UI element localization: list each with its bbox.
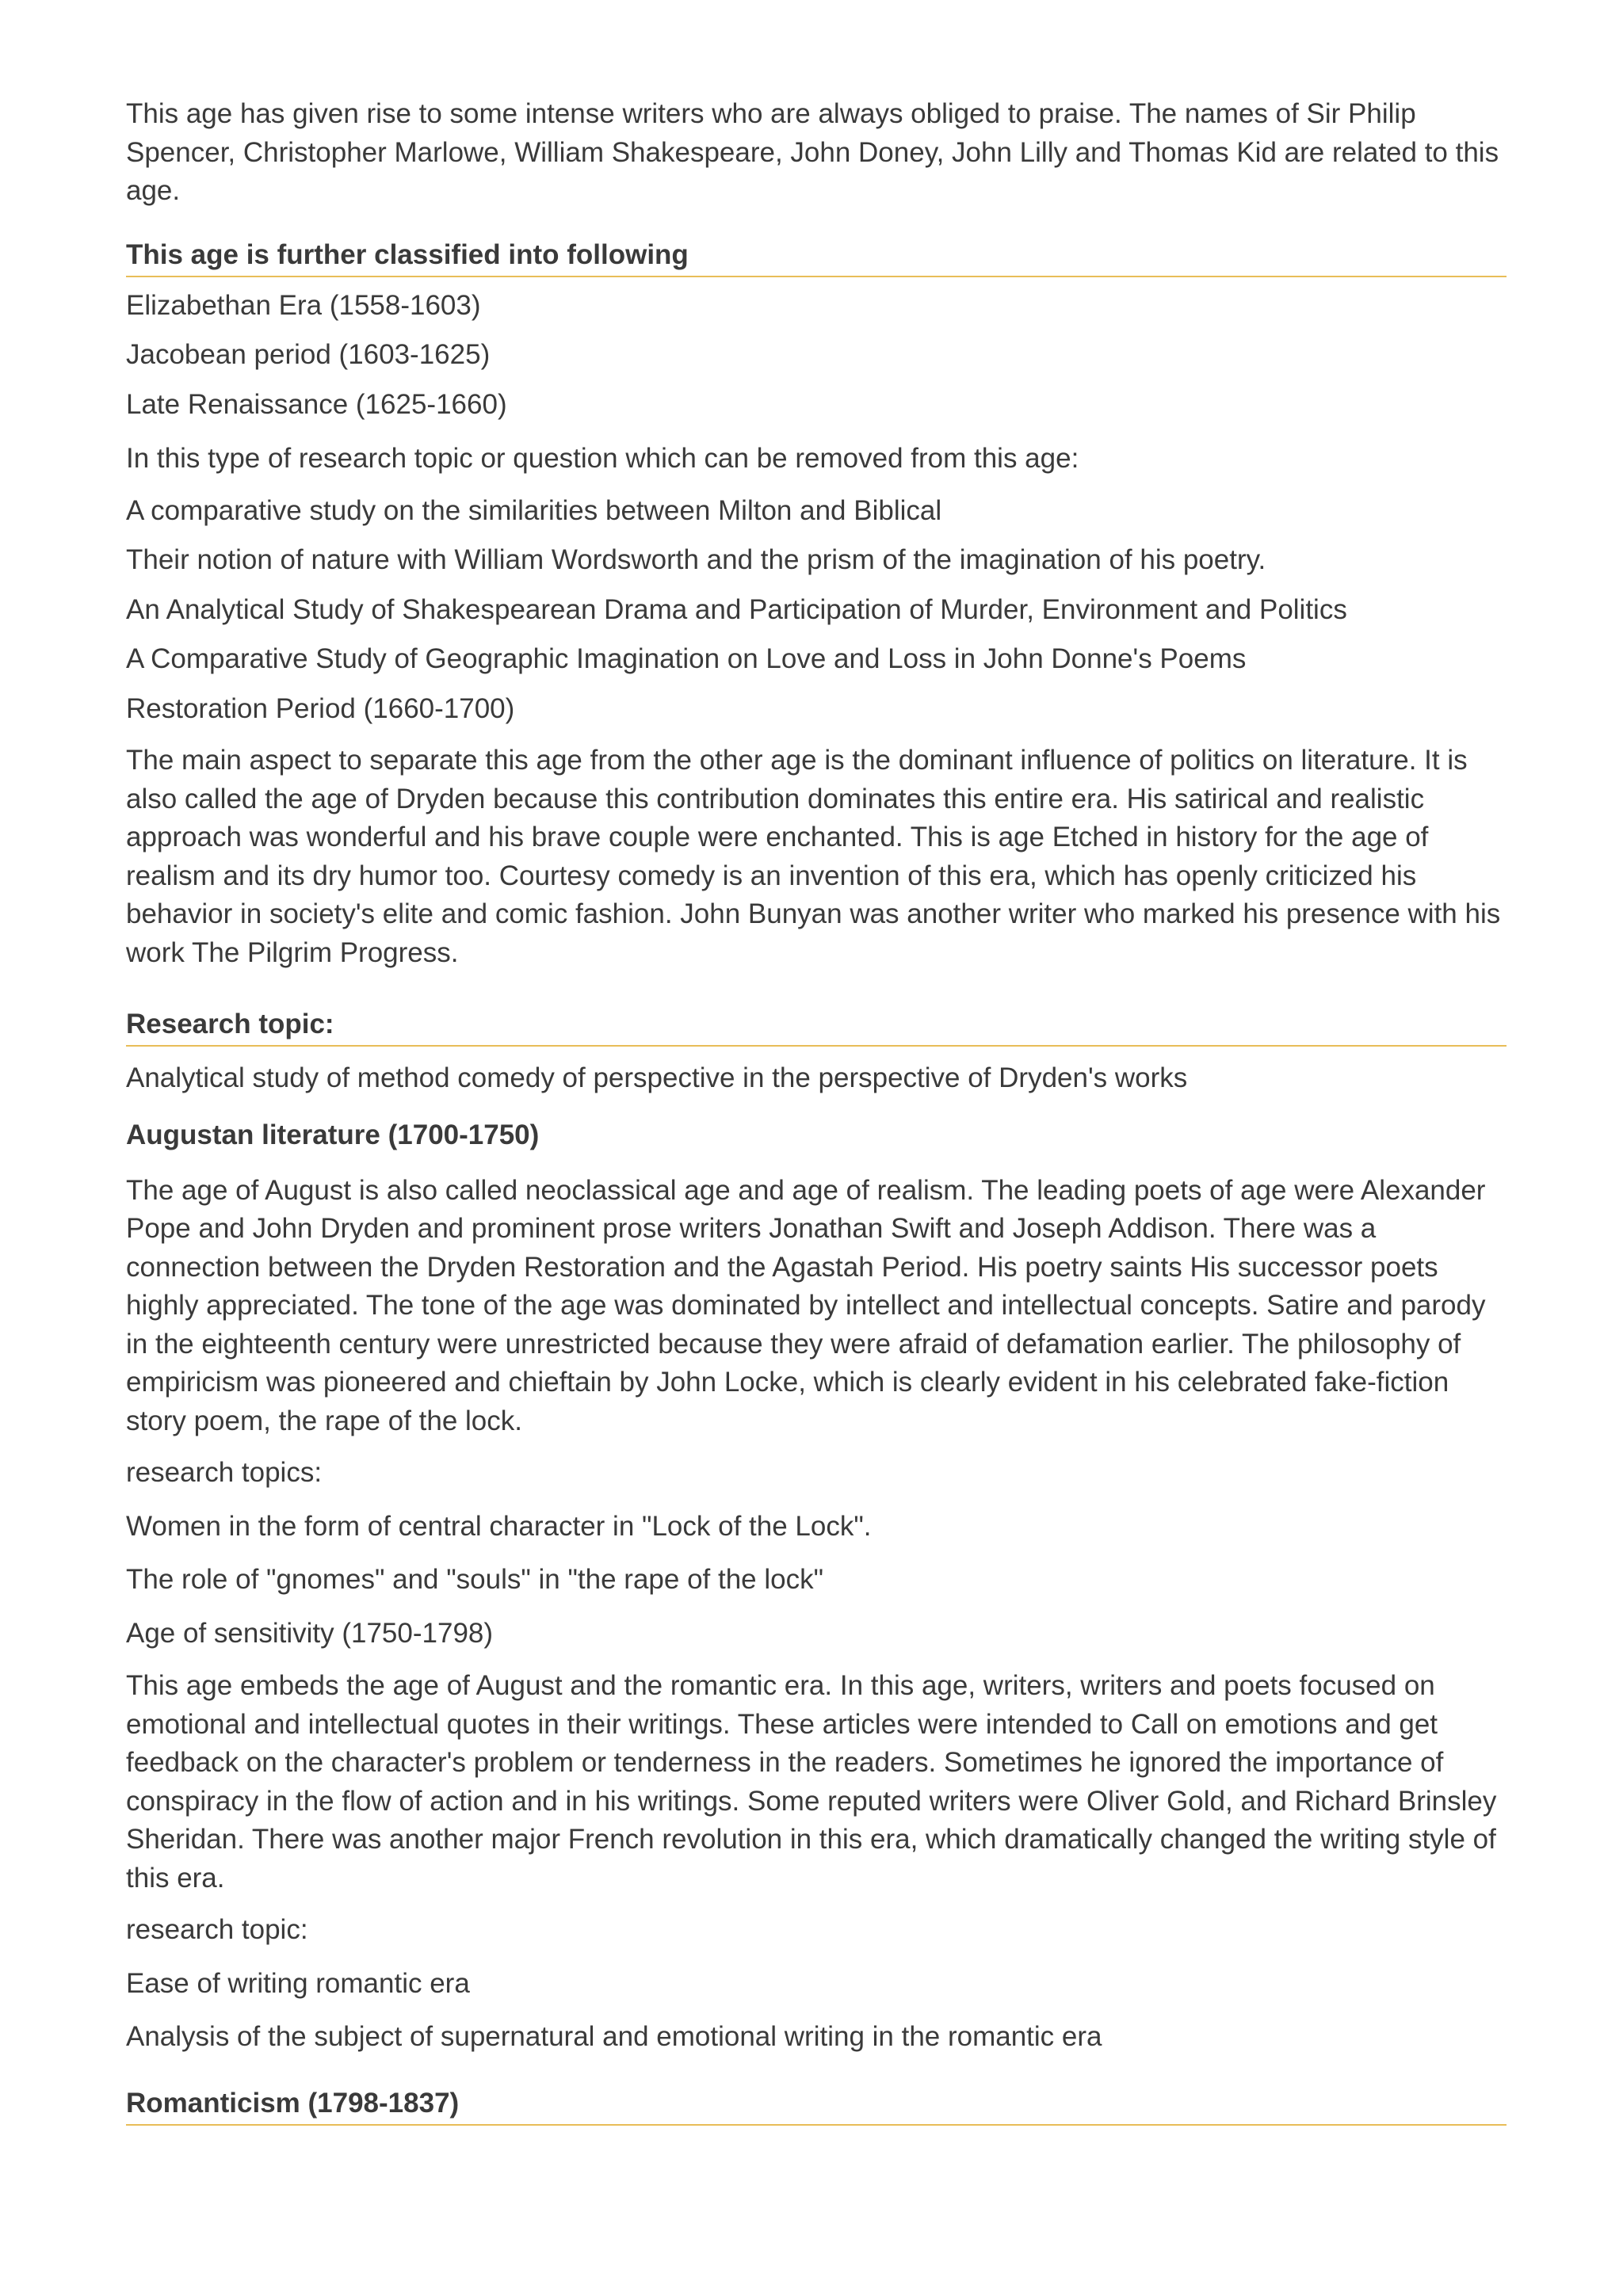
heading-divider: [126, 1045, 1507, 1047]
era-item: Jacobean period (1603-1625): [126, 339, 491, 370]
topic-item: Ease of writing romantic era: [126, 1967, 470, 1999]
topics-intro: In this type of research topic or question which can be removed from this age:: [126, 443, 1079, 474]
research-topics-label: research topics:: [126, 1457, 323, 1488]
restoration-paragraph: The main aspect to separate this age from the other age is the dominant influence of politics on literature. It is also called the age of Dryden because this contribution dominates this entire era. His satirical and realistic approach was wonderful and his brave couple were enchanted. This is age Etched in history for the age of realism and its dry humor too. Courtesy comedy is an invention of this era, which has openly criticized his behavior in society's elite and comic fashion. John Bunyan was another writer who marked his presence with his work The Pilgrim Progress.: [126, 745, 1501, 968]
heading-divider: [126, 276, 1507, 277]
era-title: Age of sensitivity (1750-1798): [126, 1617, 494, 1649]
topic-item: The role of "gnomes" and "souls" in "the rape of the lock": [126, 1564, 824, 1595]
classification-heading: This age is further classified into following: [126, 238, 689, 270]
topic-item: An Analytical Study of Shakespearean Drama and Participation of Murder, Environment and Politics: [126, 593, 1347, 625]
heading-divider: [126, 2124, 1507, 2126]
article-body: [126, 95, 1507, 2126]
sensitivity-paragraph: This age embeds the age of August and the romantic era. In this age, writers, writers and poets focused on emotional and intellectual quotes in their writings. These articles were intended to Call on emotions and get feedback on the character's problem or tenderness in the readers. Sometimes he ignored the importance of conspiracy in the flow of action and in his writings. Some reputed writers were Oliver Gold, and Richard Brinsley Sheridan. There was another major French revolution in this era, which dramatically changed the writing style of this era.: [126, 1670, 1497, 1894]
augustan-paragraph: The age of August is also called neoclassical age and age of realism. The leading poets of age were Alexander Pope and John Dryden and prominent prose writers Jonathan Swift and Joseph Addison. There was a connection between the Dryden Restoration and the Agastah Period. His poetry saints His successor poets highly appreciated. The tone of the age was dominated by intellect and intellectual concepts. Satire and parody in the eighteenth century were unrestricted because they were afraid of defamation earlier. The philosophy of empiricism was pioneered and chieftain by John Locke, which is clearly evident in his celebrated fake-fiction story poem, the rape of the lock.: [126, 1174, 1486, 1436]
topic-item: Analysis of the subject of supernatural and emotional writing in the romantic era: [126, 2021, 1102, 2052]
era-item: Elizabethan Era (1558-1603): [126, 289, 481, 321]
research-topic-label: research topic:: [126, 1914, 308, 1945]
romanticism-heading: Romanticism (1798-1837): [126, 2087, 460, 2119]
topic-item: Women in the form of central character in "Lock of the Lock".: [126, 1510, 872, 1542]
era-item: Late Renaissance (1625-1660): [126, 388, 507, 420]
topic-item: Their notion of nature with William Wordsworth and the prism of the imagination of his poetry.: [126, 544, 1266, 575]
research-heading: Research topic:: [126, 1009, 334, 1039]
topic-item: A Comparative Study of Geographic Imagination on Love and Loss in John Donne's Poems: [126, 643, 1247, 674]
era-title: Restoration Period (1660-1700): [126, 692, 515, 724]
research-topic: Analytical study of method comedy of perspective in the perspective of Dryden's works: [126, 1062, 1188, 1093]
intro-paragraph: This age has given rise to some intense writers who are always obliged to praise. The names of Sir Philip Spencer, Christopher Marlowe, William Shakespeare, John Doney, John Lilly and Thomas Kid are related to this age.: [126, 98, 1499, 206]
topic-item: A comparative study on the similarities between Milton and Biblical: [126, 494, 942, 526]
augustan-heading: Augustan literature (1700-1750): [126, 1119, 540, 1150]
